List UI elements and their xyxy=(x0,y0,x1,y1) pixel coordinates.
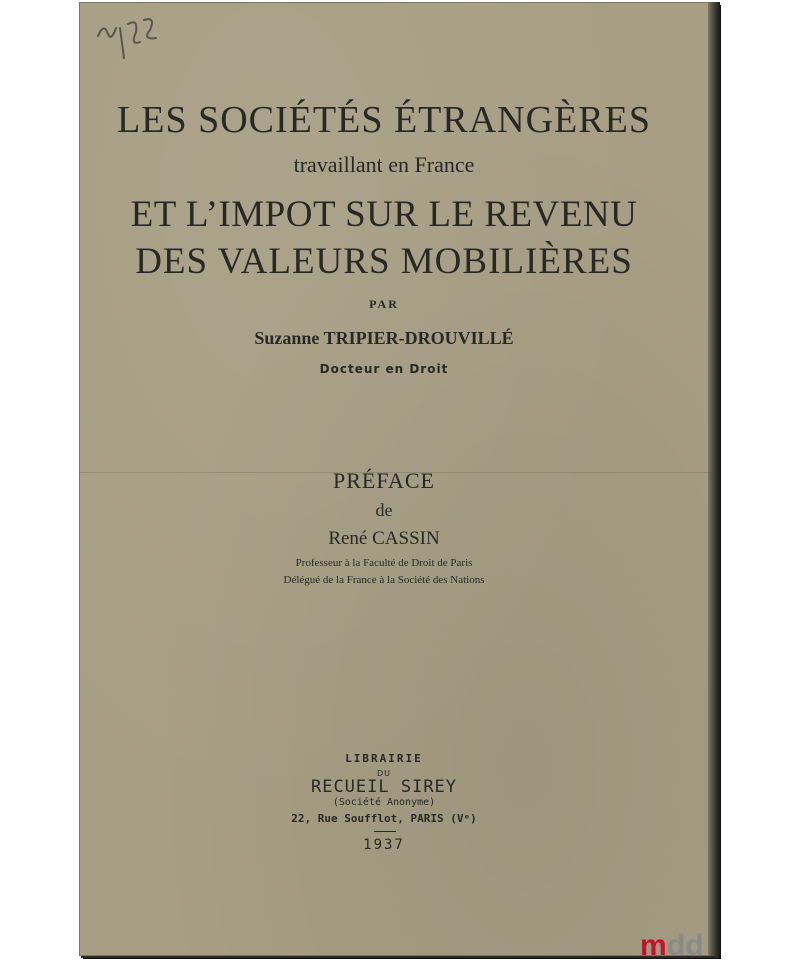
title-line-3: DES VALEURS MOBILIÈRES xyxy=(135,241,633,282)
publisher-address: 22, Rue Soufflot, PARIS (Vᵉ) xyxy=(291,812,477,825)
author-title: Docteur en Droit xyxy=(319,362,449,376)
preface-author: René CASSIN xyxy=(328,528,440,549)
preface-role-1: Professeur à la Faculté de Droit de Paris xyxy=(295,557,473,569)
svg-text:m: m xyxy=(640,929,667,962)
publisher-name: RECUEIL SIREY xyxy=(310,777,458,797)
publisher-du: DU xyxy=(376,769,391,778)
publisher-type: (Société Anonyme) xyxy=(332,797,436,808)
by-label: PAR xyxy=(369,297,399,311)
mdd-logo xyxy=(640,925,720,965)
preface-de: de xyxy=(375,500,393,520)
cover-edge-shadow xyxy=(708,2,720,956)
publisher-librairie: LIBRAIRIE xyxy=(345,752,423,765)
publication-year: 1937 xyxy=(363,837,405,853)
preface-heading: PRÉFACE xyxy=(333,468,435,493)
title-line-1: LES SOCIÉTÉS ÉTRANGÈRES xyxy=(117,99,651,141)
author-last-name: TRIPIER-DROUVILLÉ xyxy=(323,328,514,348)
author-name xyxy=(79,328,689,349)
subtitle: travaillant en France xyxy=(293,152,475,177)
title-line-2: ET L’IMPOT SUR LE REVENU xyxy=(130,194,638,235)
handwritten-annotation xyxy=(88,6,178,66)
divider xyxy=(374,831,396,832)
author-first-name: Suzanne xyxy=(254,328,320,348)
preface-role-2: Délégué de la France à la Société des Nations xyxy=(283,574,485,586)
svg-text:dd: dd xyxy=(667,929,704,962)
